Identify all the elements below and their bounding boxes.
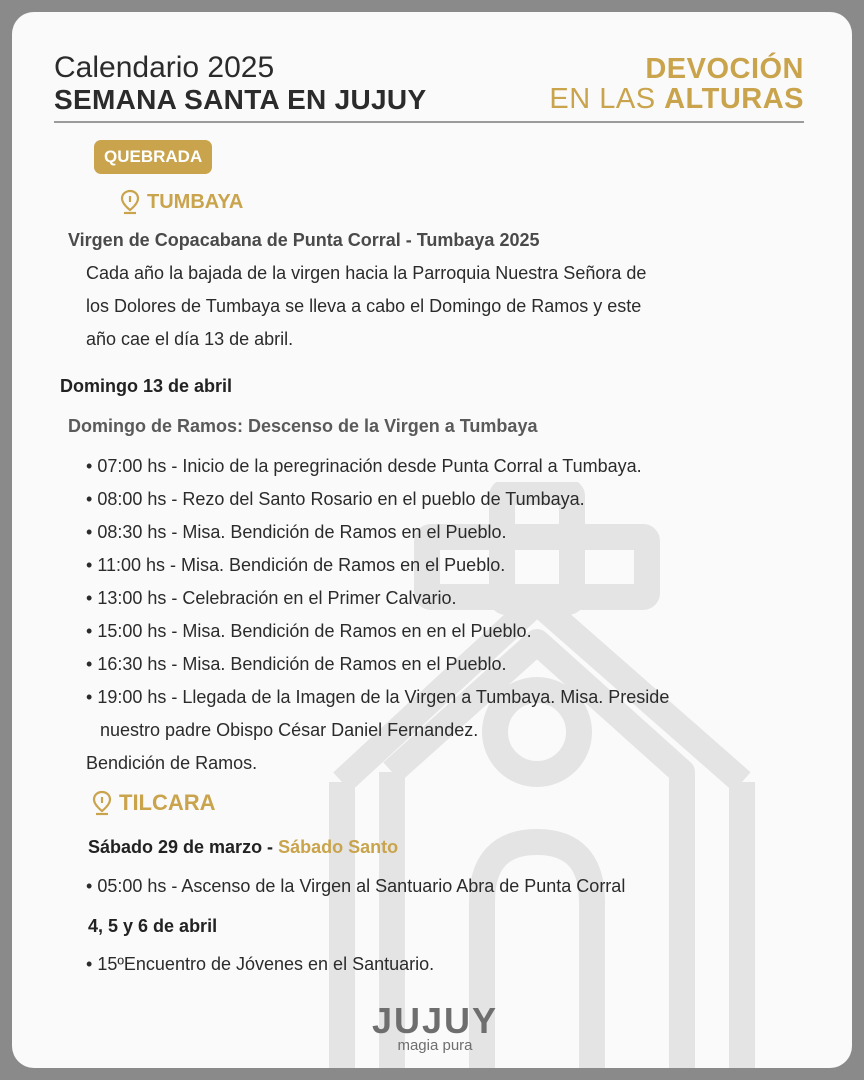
event-title: Virgen de Copacabana de Punta Corral - Tumbaya 2025 <box>68 230 540 250</box>
map-pin-icon <box>120 189 140 215</box>
closing-line: Bendición de Ramos. <box>86 753 258 773</box>
logo-tagline: magia pura <box>397 1037 473 1054</box>
list-item: • 16:30 hs - Misa. Bendición de Ramos en el Pueblo. <box>86 648 669 681</box>
list-item: • 11:00 hs - Misa. Bendición de Ramos en el Pueblo. <box>86 549 669 582</box>
tilcara-date-2: 4, 5 y 6 de abril <box>88 916 218 936</box>
header-divider <box>54 121 804 123</box>
region-badge: QUEBRADA <box>94 140 212 174</box>
tilcara-item-1-text: 05:00 hs - Ascenso de la Virgen al Santuario Abra de Punta Corral <box>97 876 626 896</box>
tilcara-item-1: • 05:00 hs - Ascenso de la Virgen al Santuario Abra de Punta Corral <box>86 876 626 896</box>
header-title <box>54 52 426 116</box>
list-item: • 07:00 hs - Inicio de la peregrinación desde Punta Corral a Tumbaya. <box>86 450 669 483</box>
list-item: • 15:00 hs - Misa. Bendición de Ramos en en el Pueblo. <box>86 615 669 648</box>
list-item: • 13:00 hs - Celebración en el Primer Calvario. <box>86 582 669 615</box>
tilcara-date-1-text: Sábado 29 de marzo - <box>88 837 279 857</box>
list-item: • 19:00 hs - Llegada de la Imagen de la Virgen a Tumbaya. Misa. Preside <box>86 681 669 714</box>
location-label: TILCARA <box>119 790 216 815</box>
description-line-3: año cae el día 13 de abril. <box>86 329 294 349</box>
date-heading: Domingo 13 de abril <box>60 376 233 396</box>
brand-line-2 <box>549 84 804 114</box>
description-line-1: Cada año la bajada de la virgen hacia la Parroquia Nuestra Señora de <box>86 263 647 283</box>
schedule-continuation: nuestro padre Obispo César Daniel Fernandez. <box>100 720 479 740</box>
tilcara-date-1-highlight: Sábado Santo <box>278 837 399 857</box>
title-line-1: Calendario 2025 <box>54 51 275 84</box>
location-label: TUMBAYA <box>147 190 244 213</box>
tilcara-item-2: • 15ºEncuentro de Jóvenes en el Santuario. <box>86 954 435 974</box>
location-tumbaya <box>120 189 243 215</box>
brand-line-2-bold: ALTURAS <box>664 83 804 115</box>
jujuy-logo <box>370 1002 500 1054</box>
brand-line-1: DEVOCIÓN <box>645 53 804 85</box>
logo-wordmark: JUJUY <box>371 1000 499 1041</box>
title-line-2: SEMANA SANTA EN JUJUY <box>54 84 427 115</box>
location-tilcara <box>92 790 216 816</box>
map-pin-icon <box>92 790 112 816</box>
tilcara-item-2-text: 15ºEncuentro de Jóvenes en el Santuario. <box>97 954 435 974</box>
brand-tagline <box>549 54 804 114</box>
calendar-card <box>12 12 852 1068</box>
list-item: • 08:30 hs - Misa. Bendición de Ramos en el Pueblo. <box>86 516 669 549</box>
description-line-2: los Dolores de Tumbaya se lleva a cabo el Domingo de Ramos y este <box>86 296 642 316</box>
schedule-list <box>86 450 669 714</box>
list-item: • 08:00 hs - Rezo del Santo Rosario en el pueblo de Tumbaya. <box>86 483 669 516</box>
tilcara-date-1 <box>88 837 398 858</box>
schedule-title: Domingo de Ramos: Descenso de la Virgen a Tumbaya <box>68 416 538 436</box>
brand-line-2-prefix: EN LAS <box>549 83 665 115</box>
